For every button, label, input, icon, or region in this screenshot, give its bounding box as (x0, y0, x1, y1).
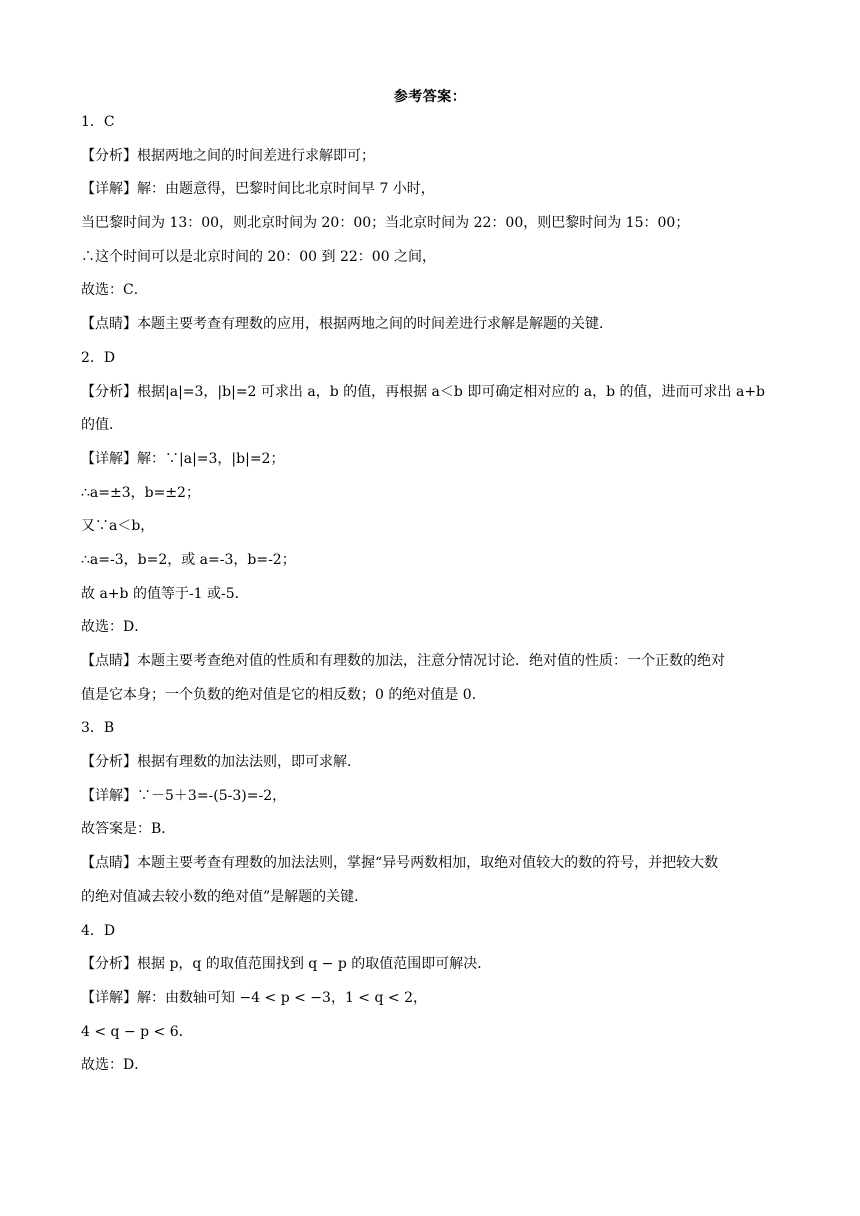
page-title: 参考答案： (393, 89, 467, 105)
answer-line: 的绝对值减去较小数的绝对值”是解题的关键． (81, 888, 369, 905)
answer-line: 故 a+b 的值等于-1 或-5． (81, 585, 249, 602)
answer-line: 【分析】根据有理数的加法法则，即可求解． (81, 754, 361, 771)
answer-line: ∴a=-3，b=2，或 a=-3，b=-2； (81, 551, 296, 568)
answer-line: 【详解】解：由题意得，巴黎时间比北京时间早 7 小时， (81, 181, 435, 198)
answer-line: 值是它本身；一个负数的绝对值是它的相反数；0 的绝对值是 0． (81, 686, 486, 703)
answer-line: 的值． (81, 417, 123, 434)
answer-line: 【分析】根据两地之间的时间差进行求解即可； (81, 147, 375, 164)
answer-line: 又∵a＜b， (81, 518, 155, 535)
answer-line: 故选：C． (81, 282, 148, 299)
answer-line: 【点睛】本题主要考查有理数的应用，根据两地之间的时间差进行求解是解题的关键． (81, 316, 613, 333)
answer-line: 3．B (81, 720, 115, 737)
answer-line: 故选：D． (81, 1057, 149, 1074)
answer-line: 【分析】根据|a|=3，|b|=2 可求出 a，b 的值，再根据 a＜b 即可确定相对应的 a，b 的值，进而可求出 a+b (81, 383, 766, 400)
answer-line: ∴这个时间可以是北京时间的 20：00 到 22：00 之间， (81, 248, 437, 265)
answer-line: 故选：D． (81, 619, 149, 636)
answer-line: 2．D (81, 349, 116, 366)
answer-line: 1．C (81, 114, 115, 130)
answer-line: 4 < q − p < 6． (81, 1023, 193, 1040)
answer-line: 当巴黎时间为 13：00，则北京时间为 20：00；当北京时间为 22：00，则巴黎时间为 15：00； (81, 215, 690, 232)
answer-line: 【详解】∵－5＋3=-(5-3)=-2， (81, 787, 287, 804)
answer-line: 4．D (81, 922, 116, 939)
answer-body (81, 112, 786, 1089)
answer-line: ∴a=±3，b=±2； (81, 484, 200, 501)
answer-line: 【详解】解：∵|a|=3，|b|=2； (81, 450, 285, 467)
answer-line: 【点睛】本题主要考查绝对值的性质和有理数的加法，注意分情况讨论．绝对值的性质：一个正数的绝对 (81, 653, 725, 669)
answer-line: 【详解】解：由数轴可知 −4 < p < −3，1 < q < 2， (81, 989, 427, 1006)
answer-line: 【分析】根据 p，q 的取值范围找到 q − p 的取值范围即可解决． (81, 956, 492, 973)
answer-line: 【点睛】本题主要考查有理数的加法法则，掌握“异号两数相加，取绝对值较大的数的符号，并把较大数 (81, 855, 719, 872)
answer-line: 故答案是：B． (81, 821, 176, 838)
